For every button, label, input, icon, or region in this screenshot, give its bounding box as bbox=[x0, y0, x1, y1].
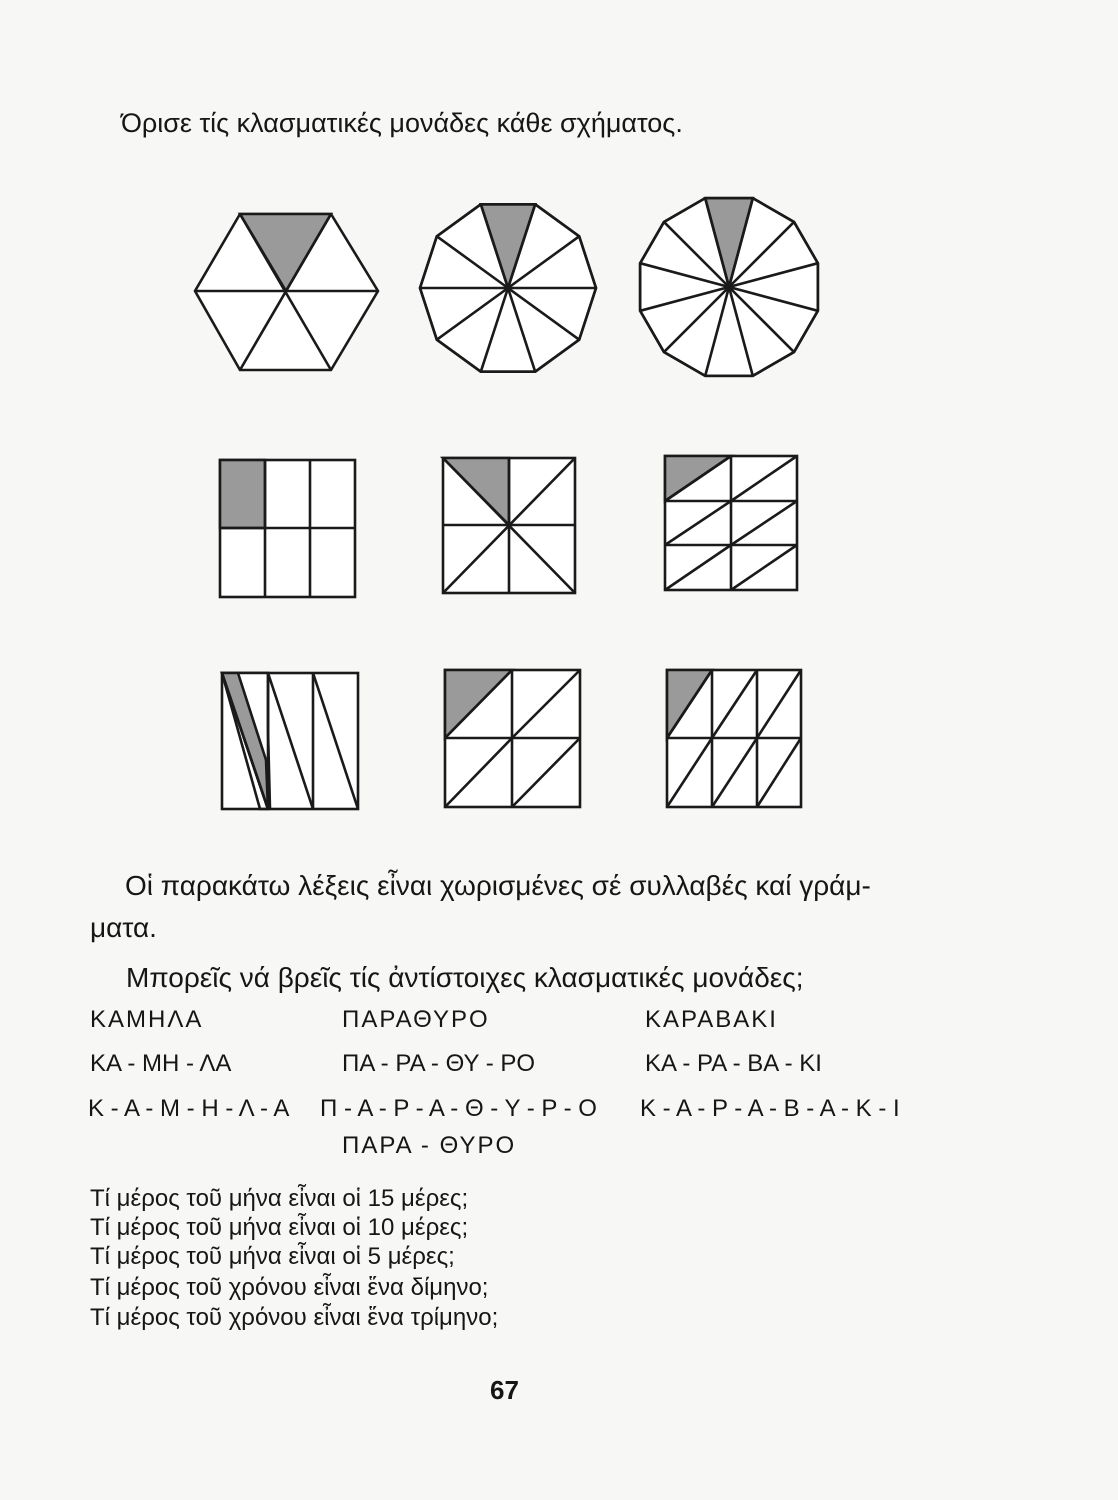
square-eight-triangles-figure bbox=[443, 458, 575, 593]
question-line: Τί μέρος τοῦ μήνα εἶναι οἱ 10 μέρες; bbox=[90, 1214, 469, 1241]
question-line: Τί μέρος τοῦ χρόνου εἶναι ἕνα τρίμηνο; bbox=[90, 1304, 499, 1331]
word-parathyro-split: ΠΑΡΑ - ΘΥΡΟ bbox=[342, 1132, 517, 1159]
word-parathyro-letters: Π - Α - Ρ - Α - Θ - Υ - Ρ - Ο bbox=[320, 1095, 597, 1122]
square-twelve-triangles-figure bbox=[665, 456, 797, 590]
paragraph-line-2: ματα. bbox=[90, 912, 157, 943]
hexagon-sixths-figure bbox=[195, 214, 378, 370]
word-kamila-syllables: ΚΑ - ΜΗ - ΛΑ bbox=[90, 1050, 232, 1077]
question-text: Μπορεῖς νά βρεῖς τίς ἀντίστοιχες κλασματικές μονάδες; bbox=[126, 962, 804, 993]
instruction-text: Όρισε τίς κλασματικές μονάδες κάθε σχήματος. bbox=[121, 108, 683, 138]
word-karavaki-letters: Κ - Α - Ρ - Α - Β - Α - Κ - Ι bbox=[640, 1095, 900, 1122]
question-line: Τί μέρος τοῦ μήνα εἶναι οἱ 15 μέρες; bbox=[90, 1185, 469, 1212]
square-six-slanted-triangles-figure bbox=[222, 673, 358, 809]
dodecagon-twelfths-figure bbox=[640, 198, 818, 376]
question-line: Τί μέρος τοῦ μήνα εἶναι οἱ 5 μέρες; bbox=[90, 1243, 455, 1270]
page-number: 67 bbox=[490, 1375, 519, 1405]
square-six-rectangles-figure bbox=[220, 460, 355, 597]
paragraph-line-1: Οἱ παρακάτω λέξεις εἶναι χωρισμένες σέ συλλαβές καί γράμ- bbox=[125, 870, 871, 901]
question-line: Τί μέρος τοῦ χρόνου εἶναι ἕνα δίμηνο; bbox=[90, 1274, 489, 1301]
word-kamila-letters: Κ - Α - Μ - Η - Λ - Α bbox=[88, 1095, 290, 1122]
word-parathyro: ΠΑΡΑΘΥΡΟ bbox=[342, 1006, 490, 1033]
decagon-tenths-figure bbox=[420, 204, 596, 371]
square-twelve-diagonal-triangles-figure bbox=[667, 670, 801, 807]
word-kamila: ΚΑΜΗΛΑ bbox=[90, 1006, 204, 1033]
square-eight-diagonal-triangles-figure bbox=[445, 670, 580, 807]
word-karavaki: ΚΑΡΑΒΑΚΙ bbox=[645, 1006, 778, 1033]
word-parathyro-syllables: ΠΑ - ΡΑ - ΘΥ - ΡΟ bbox=[342, 1050, 536, 1077]
word-karavaki-syllables: ΚΑ - ΡΑ - ΒΑ - ΚΙ bbox=[645, 1050, 822, 1077]
